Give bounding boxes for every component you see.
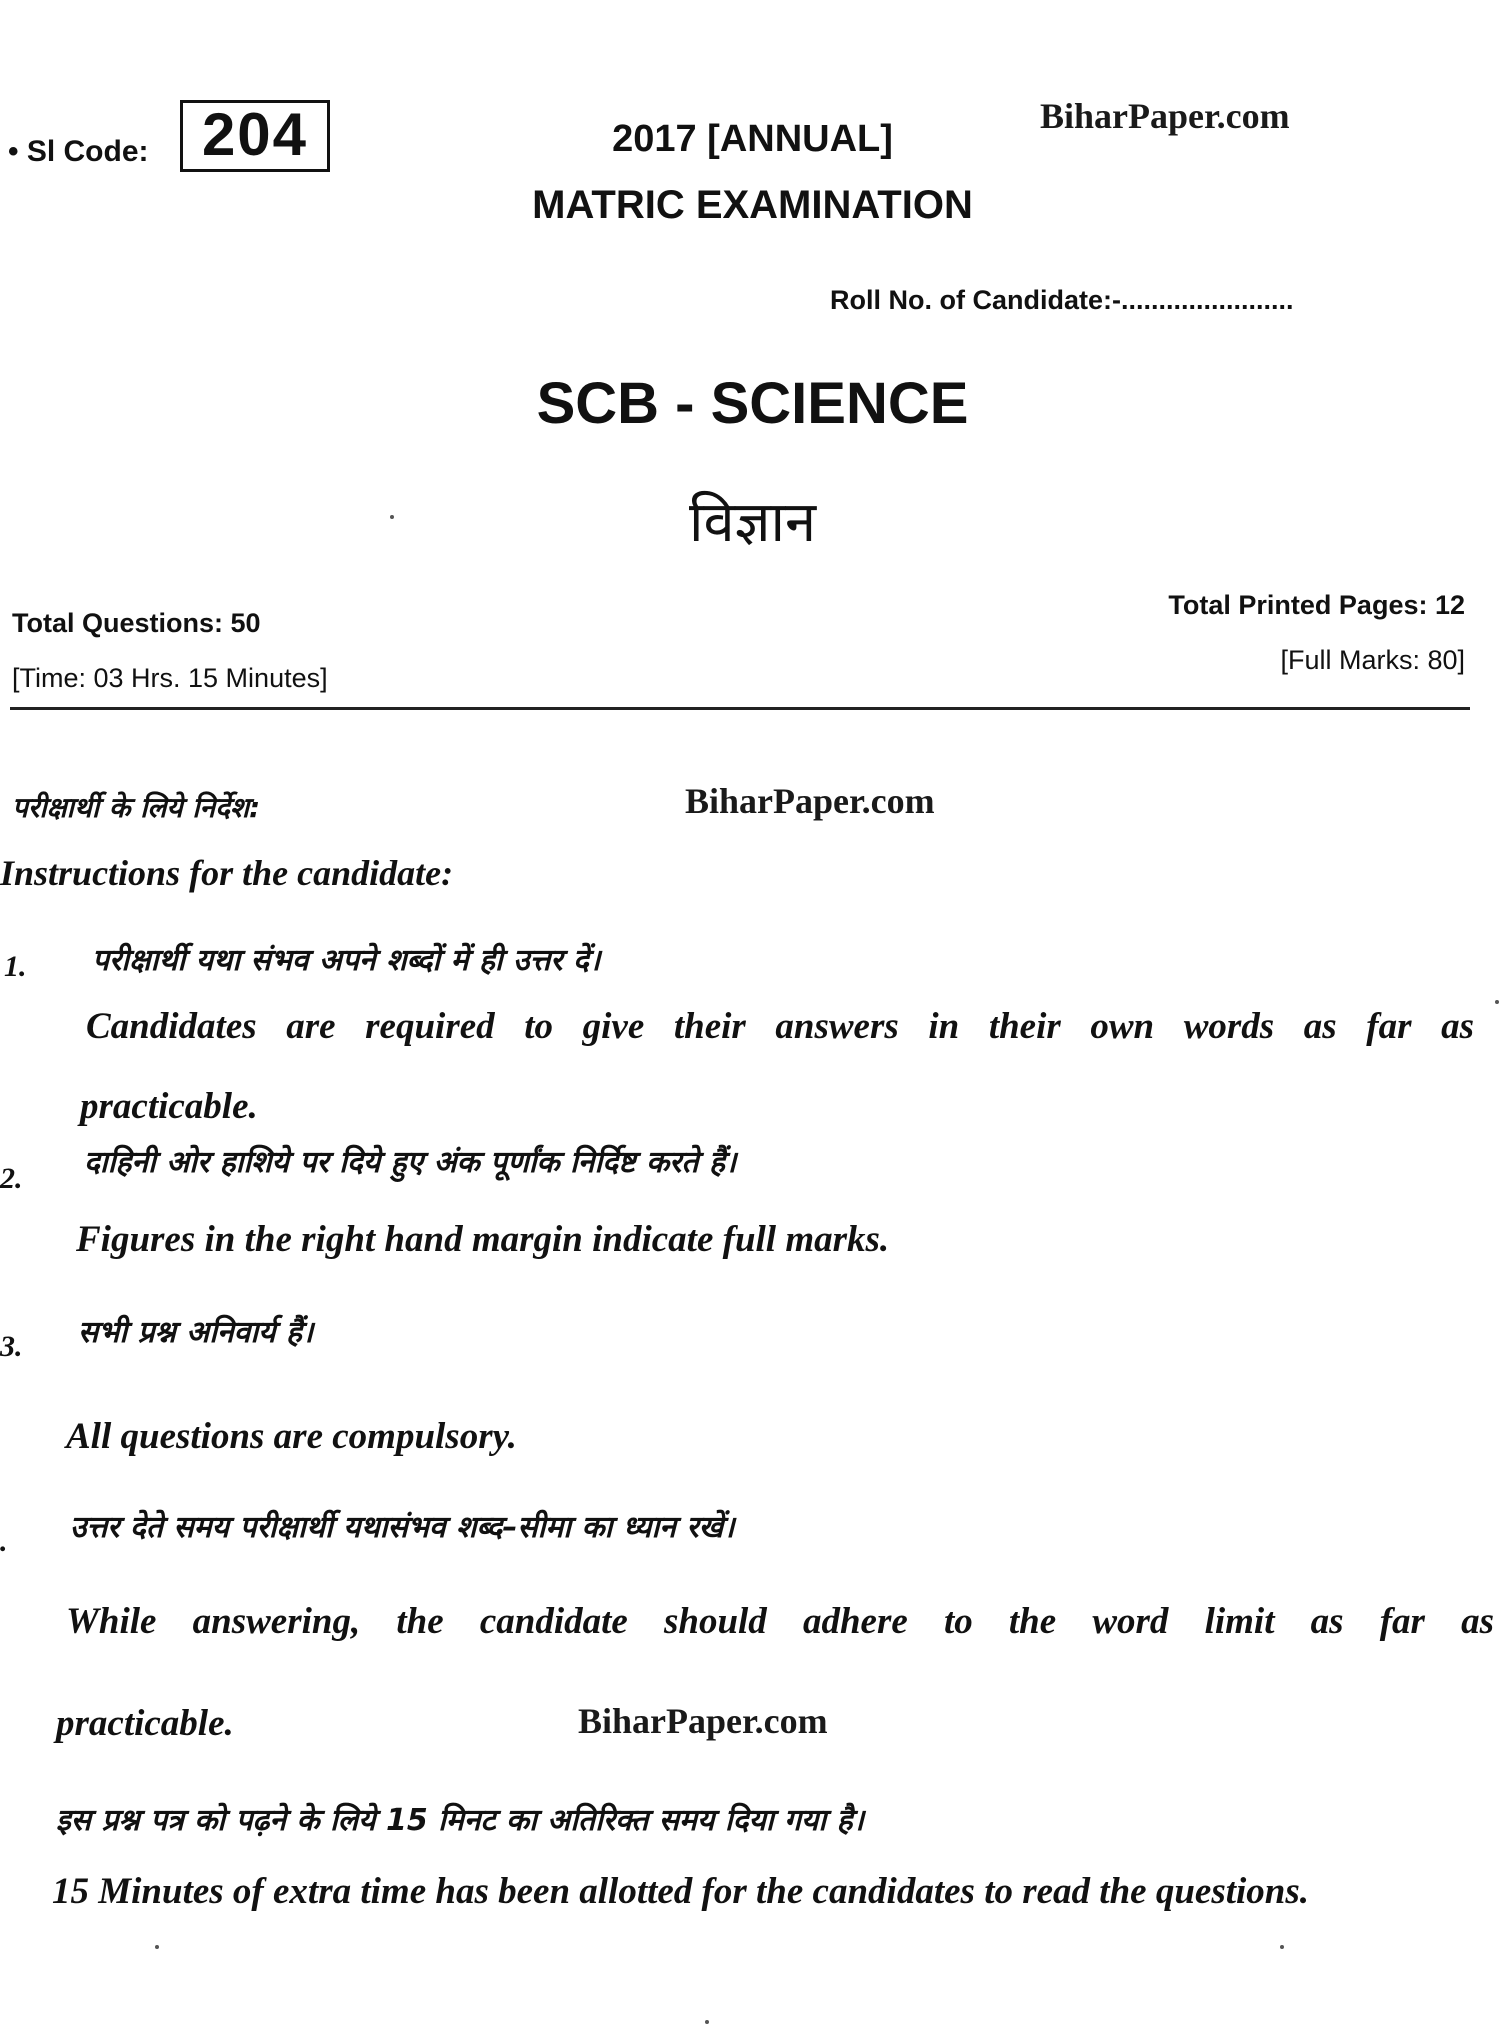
- sl-code-label: • Sl Code:: [8, 135, 149, 168]
- sl-code-box: 204: [180, 100, 330, 172]
- instruction-hindi: सभी प्रश्न अनिवार्य हैं।: [78, 1315, 314, 1350]
- exam-name: MATRIC EXAMINATION: [532, 183, 973, 227]
- roll-number-field: Roll No. of Candidate:-.......................: [830, 285, 1294, 315]
- exam-year: 2017 [ANNUAL]: [612, 118, 893, 160]
- instruction-hindi: दाहिनी ओर हाशिये पर दिये हुए अंक पूर्णांक निर्दिष्ट करते हैं।: [84, 1145, 737, 1180]
- scan-speck: [155, 1945, 159, 1949]
- instruction-hindi: उत्तर देते समय परीक्षार्थी यथासंभव शब्द–सीमा का ध्यान रखें।: [70, 1510, 735, 1545]
- instruction-number: 3.: [0, 1330, 23, 1363]
- instruction-english-continued: practicable.: [80, 1086, 258, 1127]
- scan-speck: [705, 2020, 709, 2024]
- subject-title: SCB - SCIENCE: [536, 371, 969, 436]
- instructions-heading-hindi: परीक्षार्थी के लिये निर्देश:: [12, 791, 261, 824]
- instruction-number: 1.: [4, 950, 27, 983]
- subject-title-hindi: विज्ञान: [688, 490, 817, 555]
- watermark: BiharPaper.com: [1040, 96, 1290, 136]
- instruction-number: .: [0, 1525, 8, 1558]
- scan-speck: [1280, 1945, 1284, 1949]
- watermark: BiharPaper.com: [685, 781, 935, 821]
- scan-speck: [1495, 1000, 1499, 1004]
- total-questions: Total Questions: 50: [12, 608, 261, 638]
- instruction-hindi: इस प्रश्न पत्र को पढ़ने के लिये 15 मिनट का अतिरिक्त समय दिया गया है।: [56, 1803, 864, 1838]
- header-divider: [10, 707, 1470, 710]
- instruction-hindi: परीक्षार्थी यथा संभव अपने शब्दों में ही उत्तर दें।: [92, 943, 601, 978]
- instructions-heading: Instructions for the candidate:: [0, 853, 454, 893]
- instruction-english: While answering, the candidate should adhere to the word limit as far as: [66, 1601, 1494, 1642]
- watermark: BiharPaper.com: [578, 1701, 828, 1741]
- total-printed-pages: Total Printed Pages: 12: [1168, 590, 1465, 620]
- full-marks: [Full Marks: 80]: [1280, 645, 1465, 675]
- instruction-english: 15 Minutes of extra time has been allotted for the candidates to read the questions.: [52, 1871, 1310, 1912]
- instruction-english: All questions are compulsory.: [66, 1416, 517, 1457]
- exam-time: [Time: 03 Hrs. 15 Minutes]: [12, 663, 328, 693]
- instruction-number: 2.: [0, 1162, 23, 1195]
- instruction-english: Candidates are required to give their answers in their own words as far as: [86, 1006, 1474, 1047]
- scan-speck: [390, 515, 394, 519]
- instruction-english-continued: practicable.: [56, 1703, 234, 1744]
- instruction-english: Figures in the right hand margin indicate full marks.: [76, 1219, 890, 1260]
